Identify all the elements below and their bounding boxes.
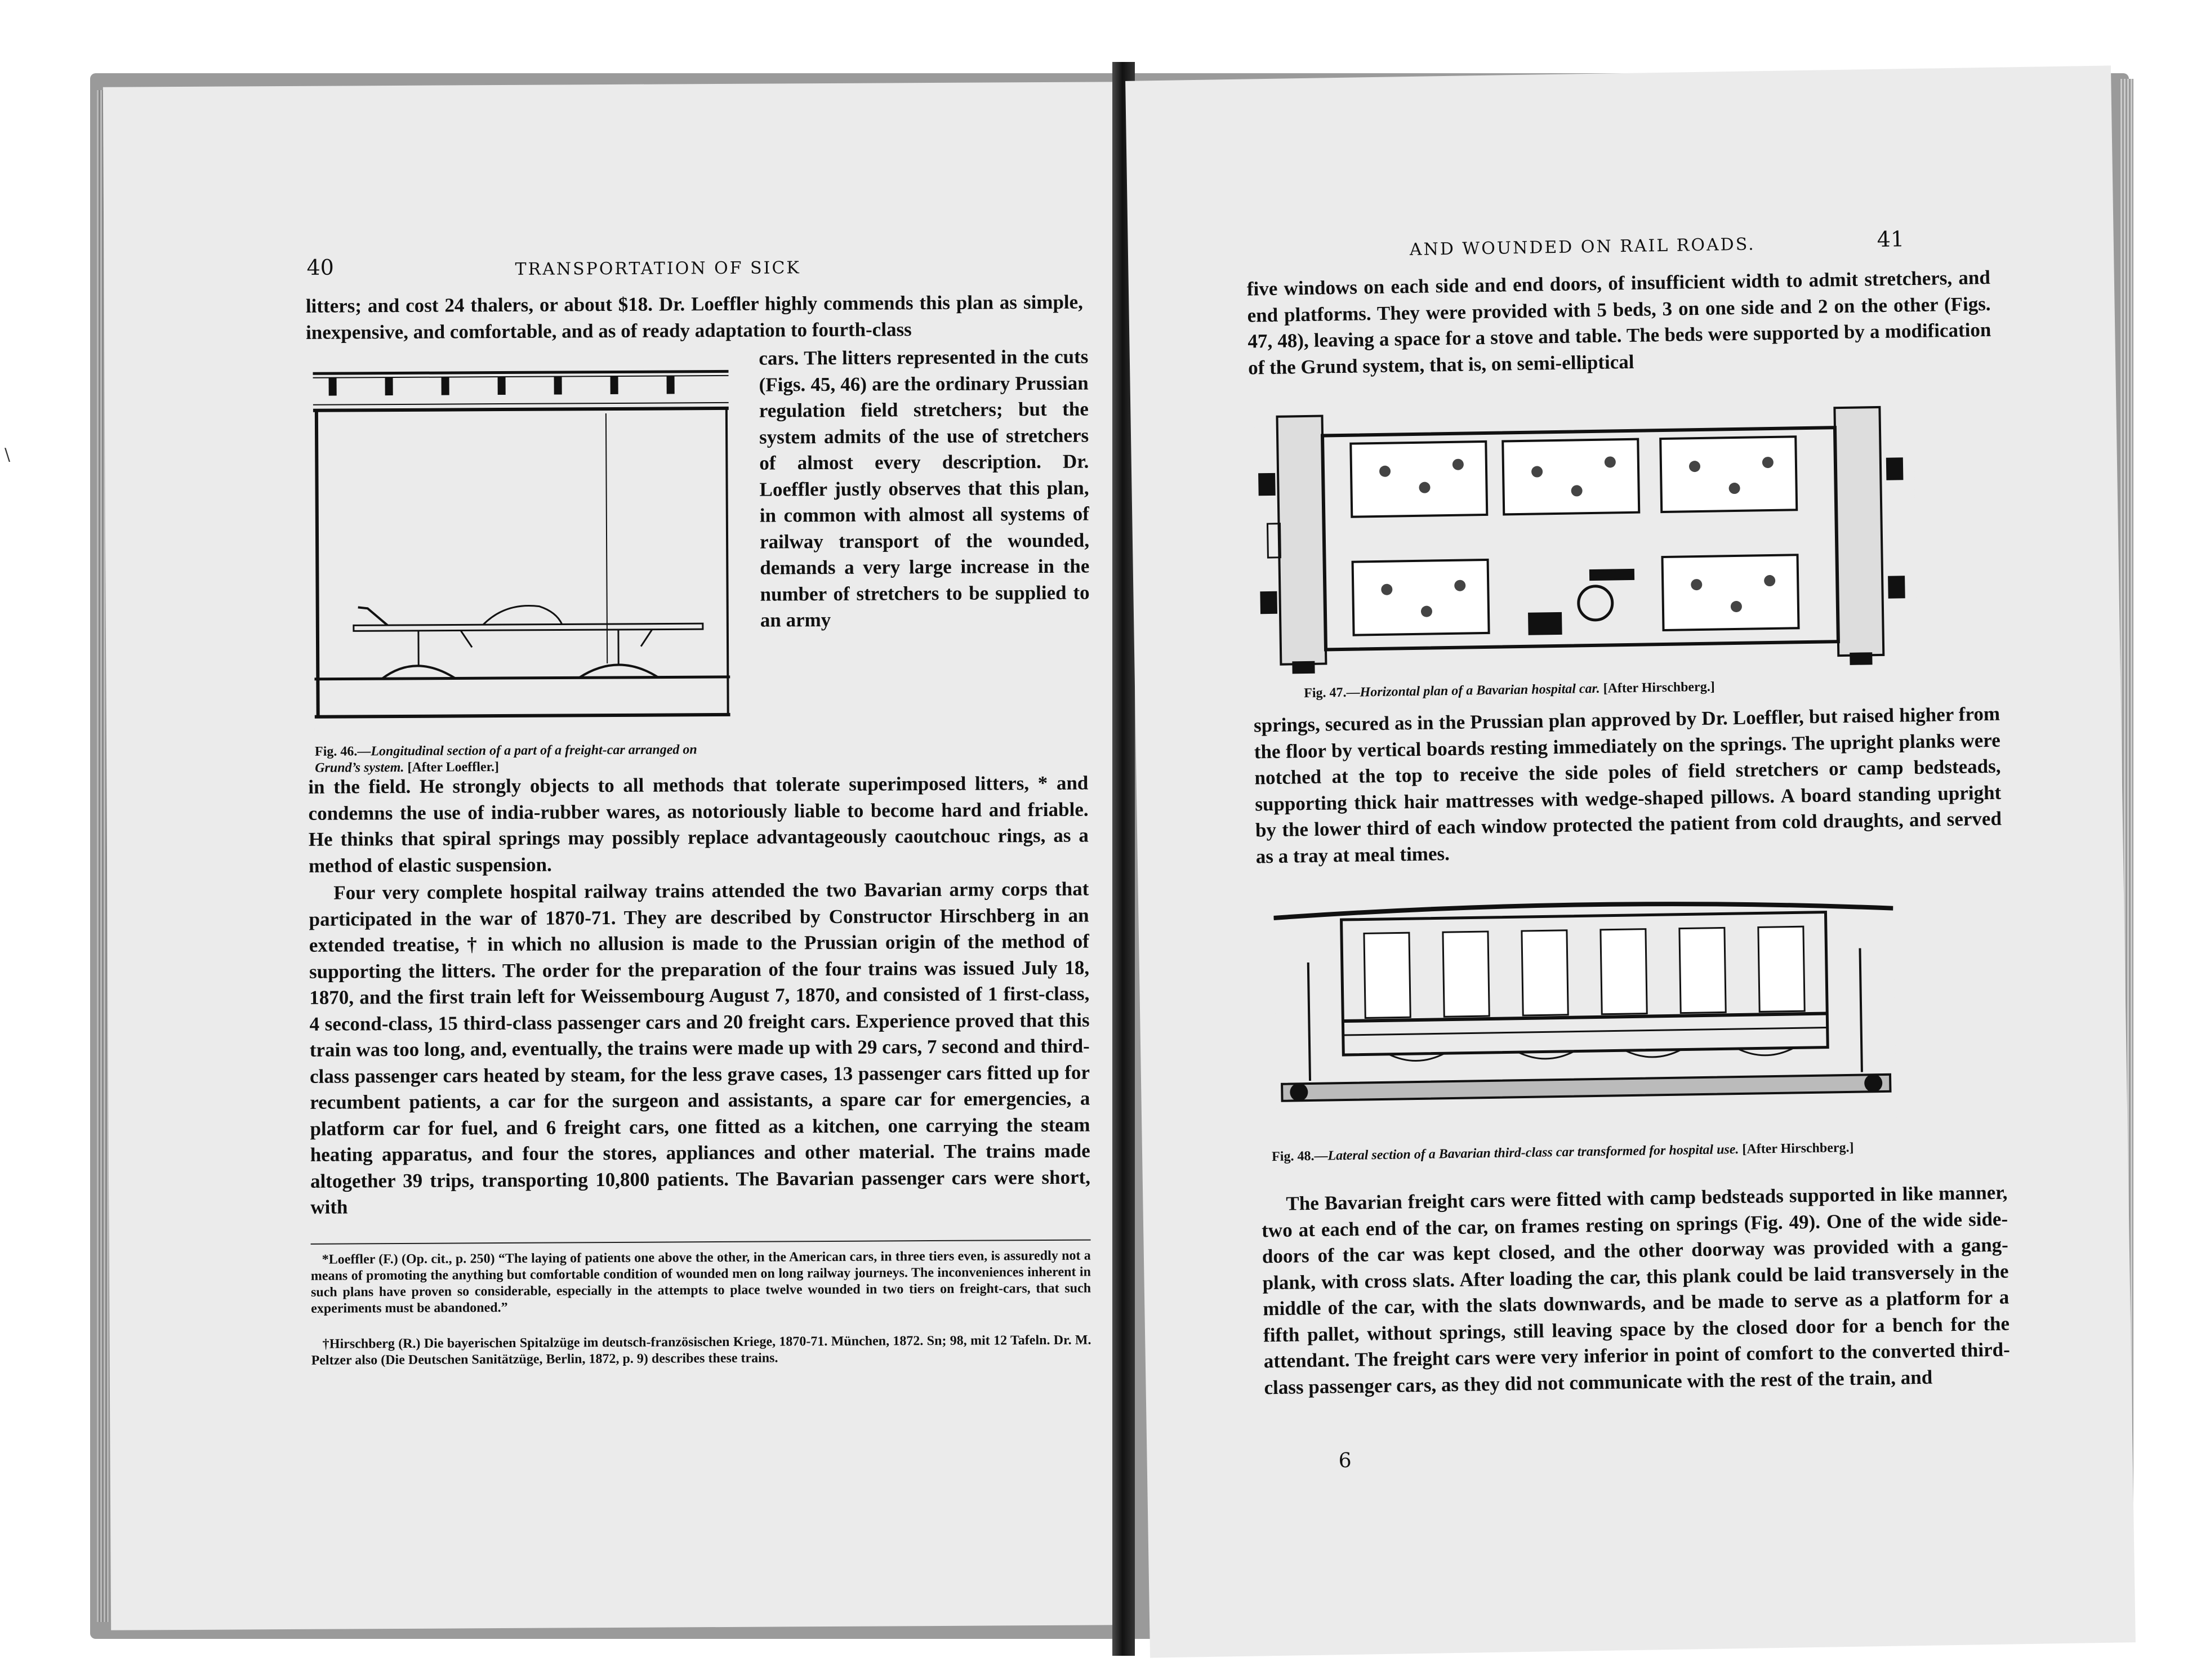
right-page [1125,65,2136,1657]
caption-credit: [After Hirschberg.] [1742,1140,1854,1157]
intro-text: litters; and cost 24 thalers, or about $18. Dr. Loeffler highly commends this plan as simple, inexpensive, and comfortable, and as of ready adaptation to fourth-class [305,291,1083,344]
footnote-rule [311,1240,1091,1245]
caption-credit: [After Hirschberg.] [1603,679,1715,696]
float-text-column: cars. The litters represented in the cuts (Figs. 45, 46) are the ordinary Prussian regulation field stretchers; but the system admits of the use of stretchers of almost every description. Dr. Loeffler justly observes that this plan, in common with almost all systems of railway transport of the wounded, demands a very large increase in the number of stretchers to be supplied to an army [759,345,1090,631]
page-number: 41 [1877,226,1905,252]
left-page [103,82,1122,1630]
figure-46-caption [315,742,743,777]
page-number: 40 [306,255,334,280]
caption-credit: [After Loeffler.] [407,760,500,775]
caption-label: Fig. 48.— [1271,1148,1328,1165]
paragraph-1: five windows on each side and end doors, of insufficient width to admit stretchers, and end platforms. They were provided with 5 beds, 3 on one side and 2 on the other (Figs. 47, 48), leaving a space for a stove and table. The beds were supported by a modification of the Grund system, that is, on semi-elliptical [1246,266,1991,379]
figure-47-caption [1304,675,1980,702]
footnote-loeffler: *Loeffler (F.) (Op. cit., p. 250) “The laying of patients one above the other, in the American cars, in three tiers even, is assuredly not a means of promoting the anything but comfortable condition of wounded men on long railway journeys. The inconveniences inherent in such plans have proven so considerable, especially in the attempts to place twelve wounded in two tiers on freight-cars, that such experiments must be abandoned.” [310,1248,1091,1316]
signature-mark: 6 [1338,1449,1352,1473]
caption-text: Lateral section of a Bavarian third-class car transformed for hospital use. [1327,1142,1739,1164]
caption-label: Fig. 46.— [314,744,371,759]
paragraph-1-continued: in the field. He strongly objects to all methods that tolerate superimposed litters, * and condemns the use of india-rubber wares, as notoriously liable to become hard and friable. He thinks that spiral springs may possibly replace advantageously caoutchouc rings, as a method of elastic suspension. [308,772,1089,877]
stray-mark: \ [5,445,11,465]
paragraph-2: Four very complete hospital railway trains attended the two Bavarian army corps that participated in the war of 1870-71. They are described by Constructor Hirschberg in an extended treatise, † in which no allusion is made to the Prussian origin of the method of supporting the litters. The order for the preparation of the four trains was issued July 18, 1870, and the first train left for Weissembourg August 7, 1870, and consisted of 1 first-class, 4 second-class, 15 third-class passenger cars and 20 freight cars. Experience proved that this train was too long, and, eventually, the trains were made up with 29 cars, 7 second and third-class passenger cars heated by steam, for the less grave cases, 13 passenger cars fitted up for recumbent patients, a car for the surgeon and assistants, a spare car for emergencies, a platform car for fuel, and 6 freight cars, one fitted as a kitchen, one carrying the steam heating apparatus, and four the stores, appliances and other material. The trains made altogether 39 trips, transporting 10,800 patients. The Bavarian passenger cars were short, with [309,877,1091,1218]
figure-47-horizontal-plan [1254,395,1917,676]
paragraph-3: The Bavarian freight cars were fitted with camp bedsteads supported in like manner, two at each end of the car, on frames resting on springs (Fig. 49). One of the wide side-doors of the car was kept closed, and the other doorway was provided with a gang-plank, with cross slats. After loading the car, this plank could be laid transversely in the middle of the car, with the slats downwards, and be made to serve as a platform for a fifth pallet, without springs, still leaving space by the closed door for a bench for the attendant. The freight cars were very inferior in point of comfort to the converted third-class passenger cars, as they did not communicate with the rest of the train, and [1261,1181,2010,1398]
figure-48-lateral-section [1273,886,1896,1132]
figure-46-freight-car-section [313,370,730,733]
running-head: AND WOUNDED ON RAIL ROADS. [1409,234,1755,260]
footnote-hirschberg: †Hirschberg (R.) Die bayerischen Spitalzüge im deutsch-französischen Kriege, 1870-71. München, 1872. Sn; 98, mit 12 Tafeln. Dr. M. Peltzer also (Die Deutschen Sanitätzüge, Berlin, 1872, p. 9) describes these trains. [311,1333,1091,1368]
caption-label: Fig. 47.— [1304,685,1360,701]
figure-48-caption [1272,1138,2004,1165]
running-head: TRANSPORTATION OF SICK [515,258,801,279]
caption-text: Horizontal plan of a Bavarian hospital car. [1360,681,1600,700]
caption-text: Longitudinal section of a part of a freight-car arranged on Grund’s system. [315,742,697,776]
paragraph-2: springs, secured as in the Prussian plan approved by Dr. Loeffler, but raised higher from the floor by vertical boards resting immediately on the springs. The upright planks were notched at the top to receive the side poles of field stretchers or camp bedsteads, supporting thick hair mattresses with wedge-shaped pillows. A board standing upright by the lower third of each window protected the patient from cold draughts, and served as a tray at meal times. [1253,702,2002,867]
